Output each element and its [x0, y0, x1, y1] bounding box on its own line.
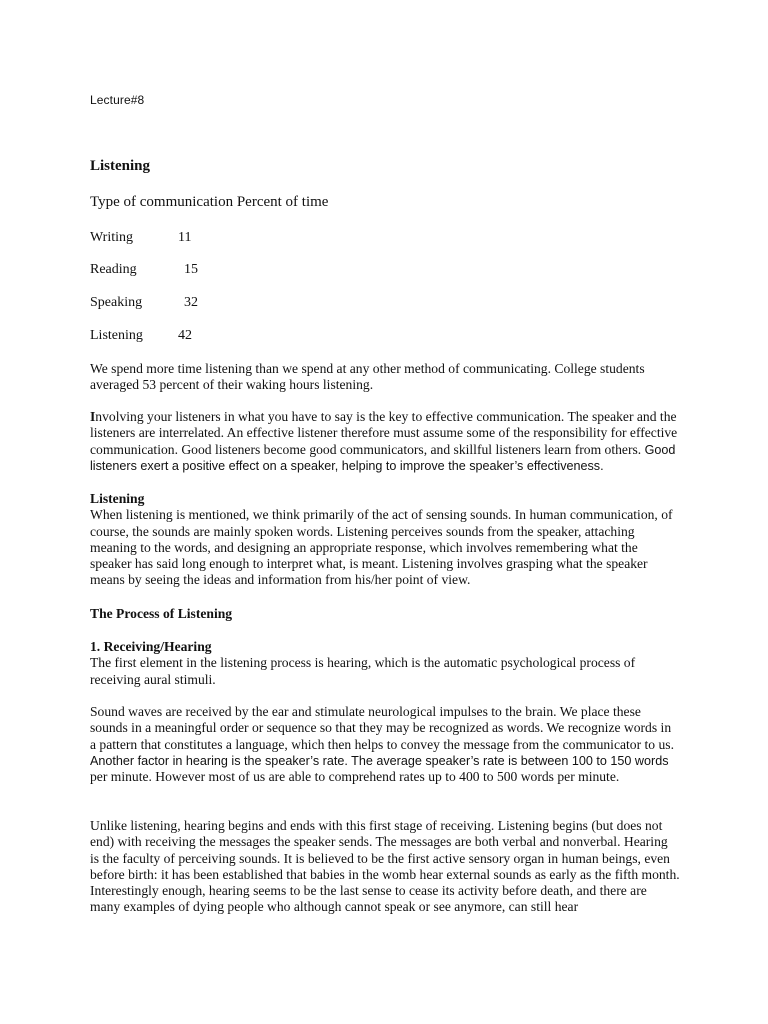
paragraph-text: Unlike listening, hearing begins and ends with this first stage of receiving. Listening begins (but does not end) with receiving the messages the speaker sends. The messages are both verbal and nonverbal. Hearing is the faculty of perceiving sounds. It is believed to be the first active sensory organ in human beings, even before birth: it has been established that babies in the womb hear external sounds as early as the fifth month. Interestingly enough, hearing seems to be the last sense to cease its activity before death, and there are many examples of dying people who although cannot speak or see anymore, can still hear	[90, 818, 680, 915]
row-type: Writing	[90, 230, 133, 245]
paragraph-text: We spend more time listening than we spend at any other method of communicating. College students averaged 53 percent of their waking hours listening.	[90, 361, 645, 393]
page-title: Listening	[90, 158, 151, 174]
row-type: Reading	[90, 262, 137, 277]
section-heading: Listening	[90, 491, 145, 506]
paragraph-text-sans: Another factor in hearing is the speaker’s rate. The average speaker’s rate is between 100 to 150 words	[90, 753, 669, 768]
paragraph-text-main: per minute. However most of us are able to comprehend rates up to 400 to 500 words per minute.	[90, 769, 620, 785]
row-percent: 42	[178, 328, 192, 343]
paragraph-text	[90, 409, 680, 474]
subsection-heading: 1. Receiving/Hearing	[90, 639, 212, 654]
paragraph-text	[90, 753, 680, 786]
row-percent: 32	[184, 295, 198, 310]
row-percent: 15	[184, 262, 198, 277]
paragraph-text: The first element in the listening process is hearing, which is the automatic psychological process of receiving aural stimuli.	[90, 655, 636, 687]
paragraph-text: When listening is mentioned, we think primarily of the act of sensing sounds. In human communication, of course, the sounds are mainly spoken words. Listening perceives sounds from the speaker, attaching meaning to the words, and designing an appropriate response, which involves remembering what the speaker has said long enough to interpret what, is meant. Listening involves grasping what the speaker means by seeing the ideas and information from his/her point of view.	[90, 507, 673, 588]
process-heading-wrap	[90, 606, 680, 622]
lecture-label: Lecture#8	[90, 93, 145, 107]
paragraph-text-main: nvolving your listeners in what you have to say is the key to effective communication. The speaker and the listeners are interrelated. An effective listener therefore must assume some of the responsibility for effective communication. Good listeners become good communicators, and skillful listeners learn from others.	[90, 409, 678, 457]
paragraph-text: Sound waves are received by the ear and stimulate neurological impulses to the brain. We place these sounds in a meaningful order or sequence so that they may be recognized as words. We recognize words in a pattern that constitutes a language, which then helps to convey the message from the communicator to us.	[90, 704, 674, 752]
paragraph-unlike-listening	[90, 818, 680, 916]
section-receiving	[90, 639, 680, 688]
drop-letter: I	[90, 409, 96, 424]
section-listening	[90, 491, 680, 589]
table-row	[90, 328, 192, 344]
paragraph-involving-listeners	[90, 409, 680, 474]
section-heading: The Process of Listening	[90, 606, 233, 621]
row-type: Listening	[90, 328, 143, 343]
row-percent: 11	[178, 230, 192, 245]
table-row	[90, 230, 191, 246]
table-row	[90, 262, 198, 278]
table-row	[90, 295, 198, 311]
paragraph-time-listening	[90, 361, 680, 394]
paragraph-text-sans: Good listeners exert a positive effect on a speaker, helping to improve the speaker’s effectiveness.	[90, 442, 676, 473]
paragraph-sound-waves	[90, 704, 680, 785]
row-type: Speaking	[90, 295, 143, 310]
table-header: Type of communication Percent of time	[90, 194, 329, 210]
